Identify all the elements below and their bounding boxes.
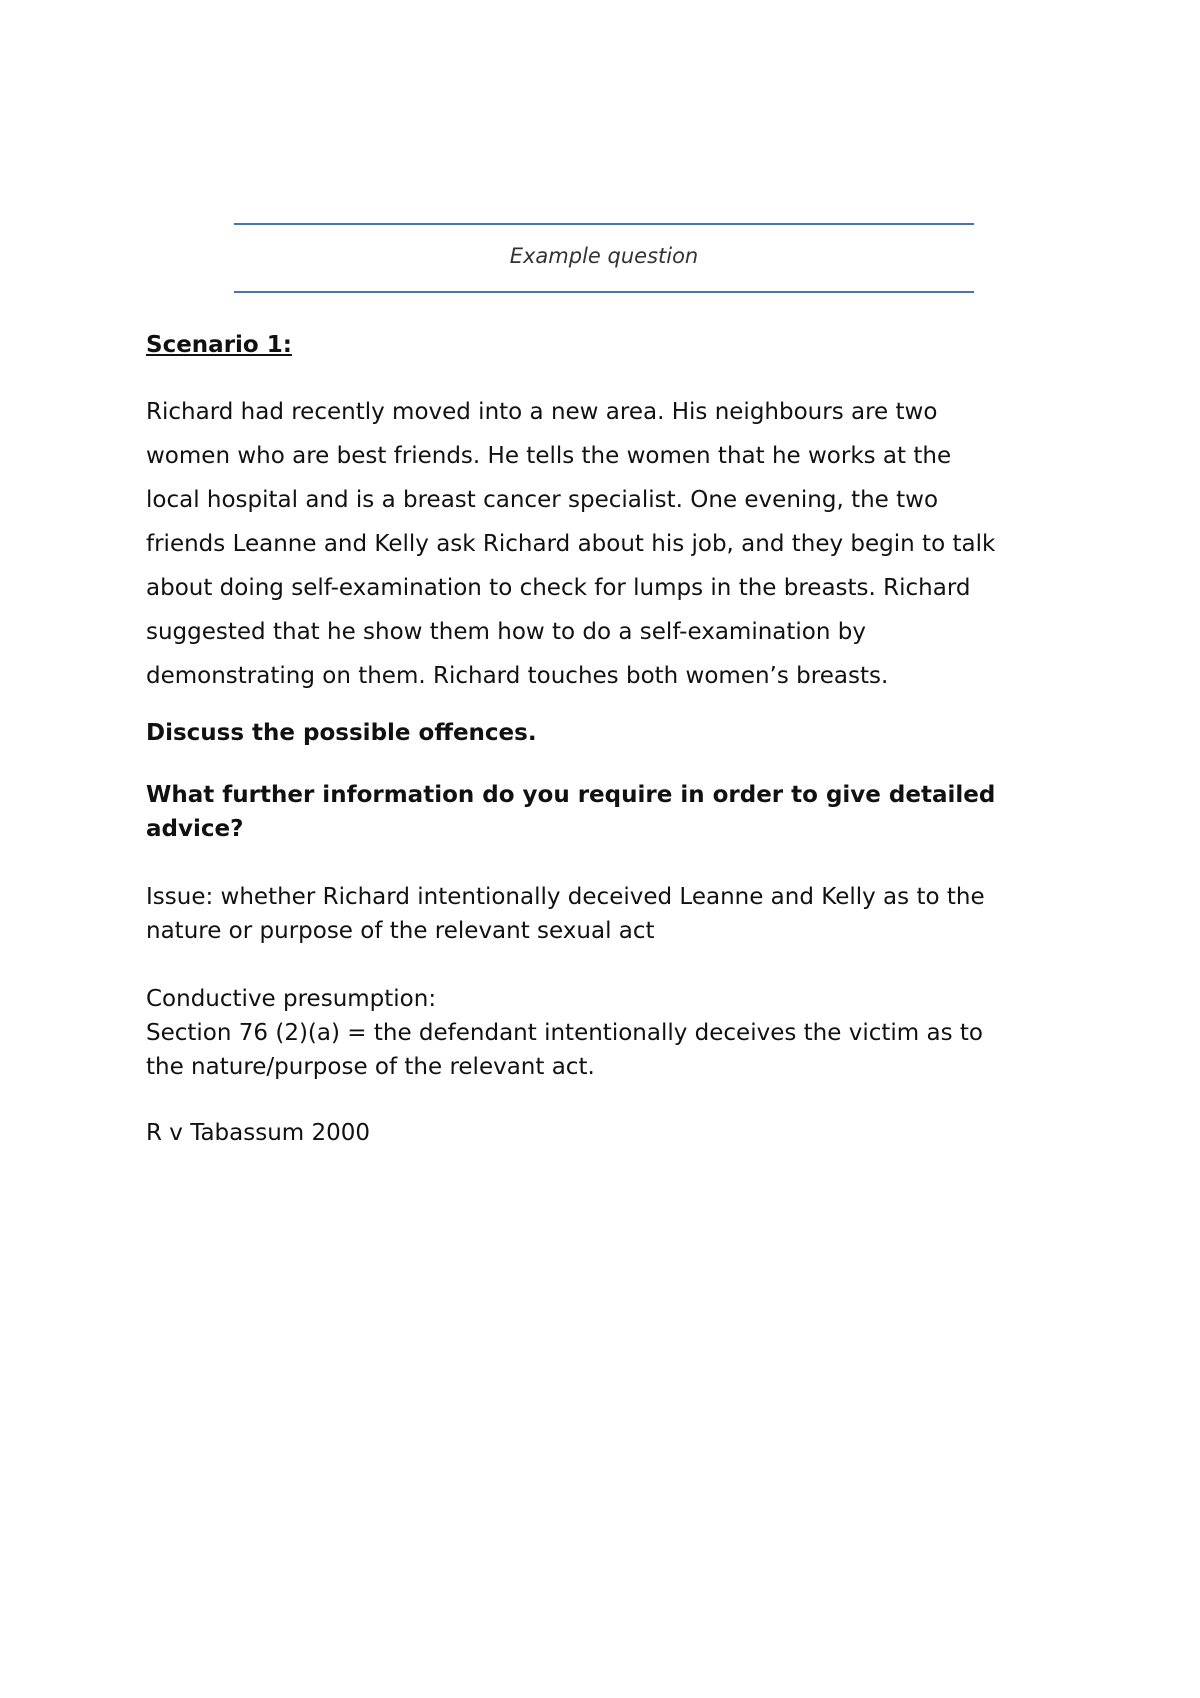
scenario-line: women who are best friends. He tells the women that he works at the: [146, 443, 952, 469]
issue-line: nature or purpose of the relevant sexual act: [146, 918, 655, 944]
issue-paragraph: [146, 880, 1066, 948]
subtitle: Example question: [509, 244, 699, 268]
question-line: advice?: [146, 816, 244, 842]
presumption-line: Conductive presumption:: [146, 986, 437, 1012]
scenario-line: demonstrating on them. Richard touches both women’s breasts.: [146, 663, 889, 689]
question-offences: Discuss the possible offences.: [146, 720, 537, 746]
question-line: What further information do you require in order to give detailed: [146, 782, 996, 808]
scenario-line: local hospital and is a breast cancer specialist. One evening, the two: [146, 487, 939, 513]
presumption-paragraph: [146, 982, 1066, 1084]
scenario-heading: Scenario 1:: [146, 332, 292, 358]
bottom-divider: [234, 291, 974, 293]
presumption-line: the nature/purpose of the relevant act.: [146, 1054, 595, 1080]
case-citation: R v Tabassum 2000: [146, 1120, 371, 1146]
presumption-line: Section 76 (2)(a) = the defendant intentionally deceives the victim as to: [146, 1020, 983, 1046]
scenario-line: Richard had recently moved into a new area. His neighbours are two: [146, 399, 938, 425]
top-divider: [234, 223, 974, 225]
question-further-information: [146, 778, 1066, 846]
issue-line: Issue: whether Richard intentionally deceived Leanne and Kelly as to the: [146, 884, 985, 910]
scenario-line: about doing self-examination to check for lumps in the breasts. Richard: [146, 575, 971, 601]
scenario-line: suggested that he show them how to do a self-examination by: [146, 619, 866, 645]
scenario-line: friends Leanne and Kelly ask Richard about his job, and they begin to talk: [146, 531, 996, 557]
scenario-paragraph: [146, 390, 1066, 698]
